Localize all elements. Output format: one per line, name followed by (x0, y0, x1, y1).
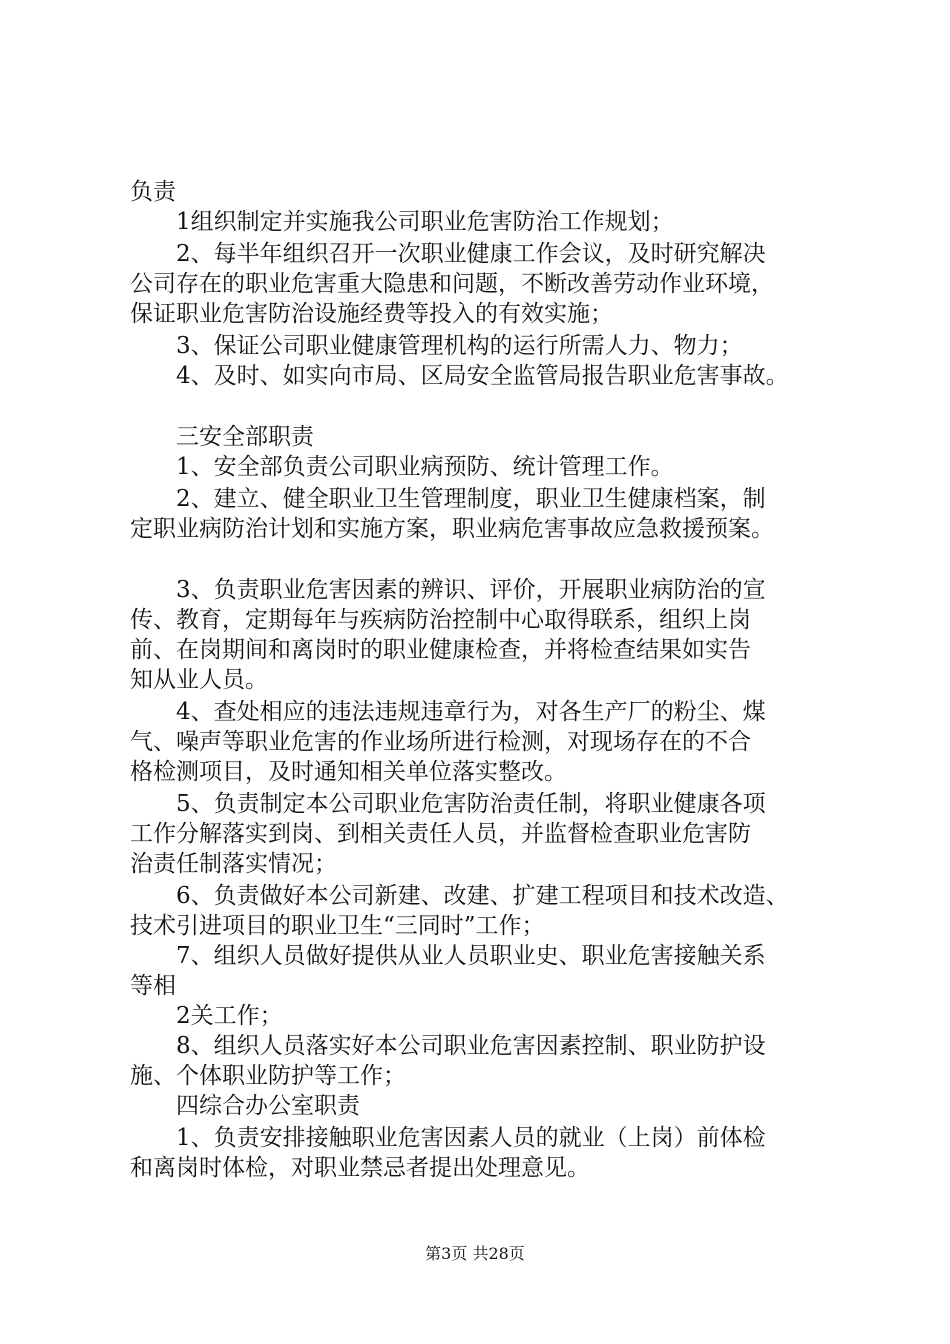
text-line: 工作分解落实到岗、到相关责任人员，并监督检查职业危害防 (130, 821, 751, 847)
text-line: 2、每半年组织召开一次职业健康工作会议，及时研究解决 (176, 241, 766, 267)
text-line: 5、负责制定本公司职业危害防治责任制，将职业健康各项 (176, 791, 766, 817)
text-line: 保证职业危害防治设施经费等投入的有效实施； (130, 301, 613, 327)
text-line: 格检测项目，及时通知相关单位落实整改。 (130, 759, 567, 785)
text-line: 4、查处相应的违法违规违章行为，对各生产厂的粉尘、煤 (176, 699, 766, 725)
text-line: 1、负责安排接触职业危害因素人员的就业（上岗）前体检 (176, 1125, 766, 1151)
section-heading: 三安全部职责 (176, 424, 314, 450)
text-line: 负责 (130, 179, 176, 205)
text-line: 和离岗时体检，对职业禁忌者提出处理意见。 (130, 1155, 590, 1181)
page-number-footer: 第3页 共28页 (425, 1244, 525, 1263)
text-line: 7、组织人员做好提供从业人员职业史、职业危害接触关系 (176, 943, 766, 969)
text-line: 施、个体职业防护等工作； (130, 1063, 406, 1089)
text-line: 传、教育，定期每年与疾病防治控制中心取得联系，组织上岗 (130, 607, 751, 633)
text-line: 2、建立、健全职业卫生管理制度，职业卫生健康档案，制 (176, 486, 766, 512)
section-heading: 四综合办公室职责 (176, 1093, 360, 1119)
text-line: 知从业人员。 (130, 667, 268, 693)
text-line: 公司存在的职业危害重大隐患和问题，不断改善劳动作业环境， (130, 271, 774, 297)
text-line: 1组织制定并实施我公司职业危害防治工作规划； (176, 209, 674, 235)
text-line: 技术引进项目的职业卫生“三同时”工作； (130, 913, 545, 939)
text-line: 4、及时、如实向市局、区局安全监管局报告职业危害事故。 (176, 363, 789, 389)
text-line: 1、安全部负责公司职业病预防、统计管理工作。 (176, 454, 674, 480)
text-line: 6、负责做好本公司新建、改建、扩建工程项目和技术改造、 (176, 883, 789, 909)
text-line: 等相 (130, 973, 176, 999)
text-line: 定职业病防治计划和实施方案，职业病危害事故应急救援预案。 (130, 516, 774, 542)
text-line: 气、噪声等职业危害的作业场所进行检测，对现场存在的不合 (130, 729, 751, 755)
text-line: 治责任制落实情况； (130, 851, 337, 877)
text-line: 2关工作； (176, 1003, 283, 1029)
text-line: 3、负责职业危害因素的辨识、评价，开展职业病防治的宣 (176, 577, 766, 603)
text-line: 前、在岗期间和离岗时的职业健康检查，并将检查结果如实告 (130, 637, 751, 663)
text-line: 3、保证公司职业健康管理机构的运行所需人力、物力； (176, 333, 743, 359)
text-line: 8、组织人员落实好本公司职业危害因素控制、职业防护设 (176, 1033, 766, 1059)
